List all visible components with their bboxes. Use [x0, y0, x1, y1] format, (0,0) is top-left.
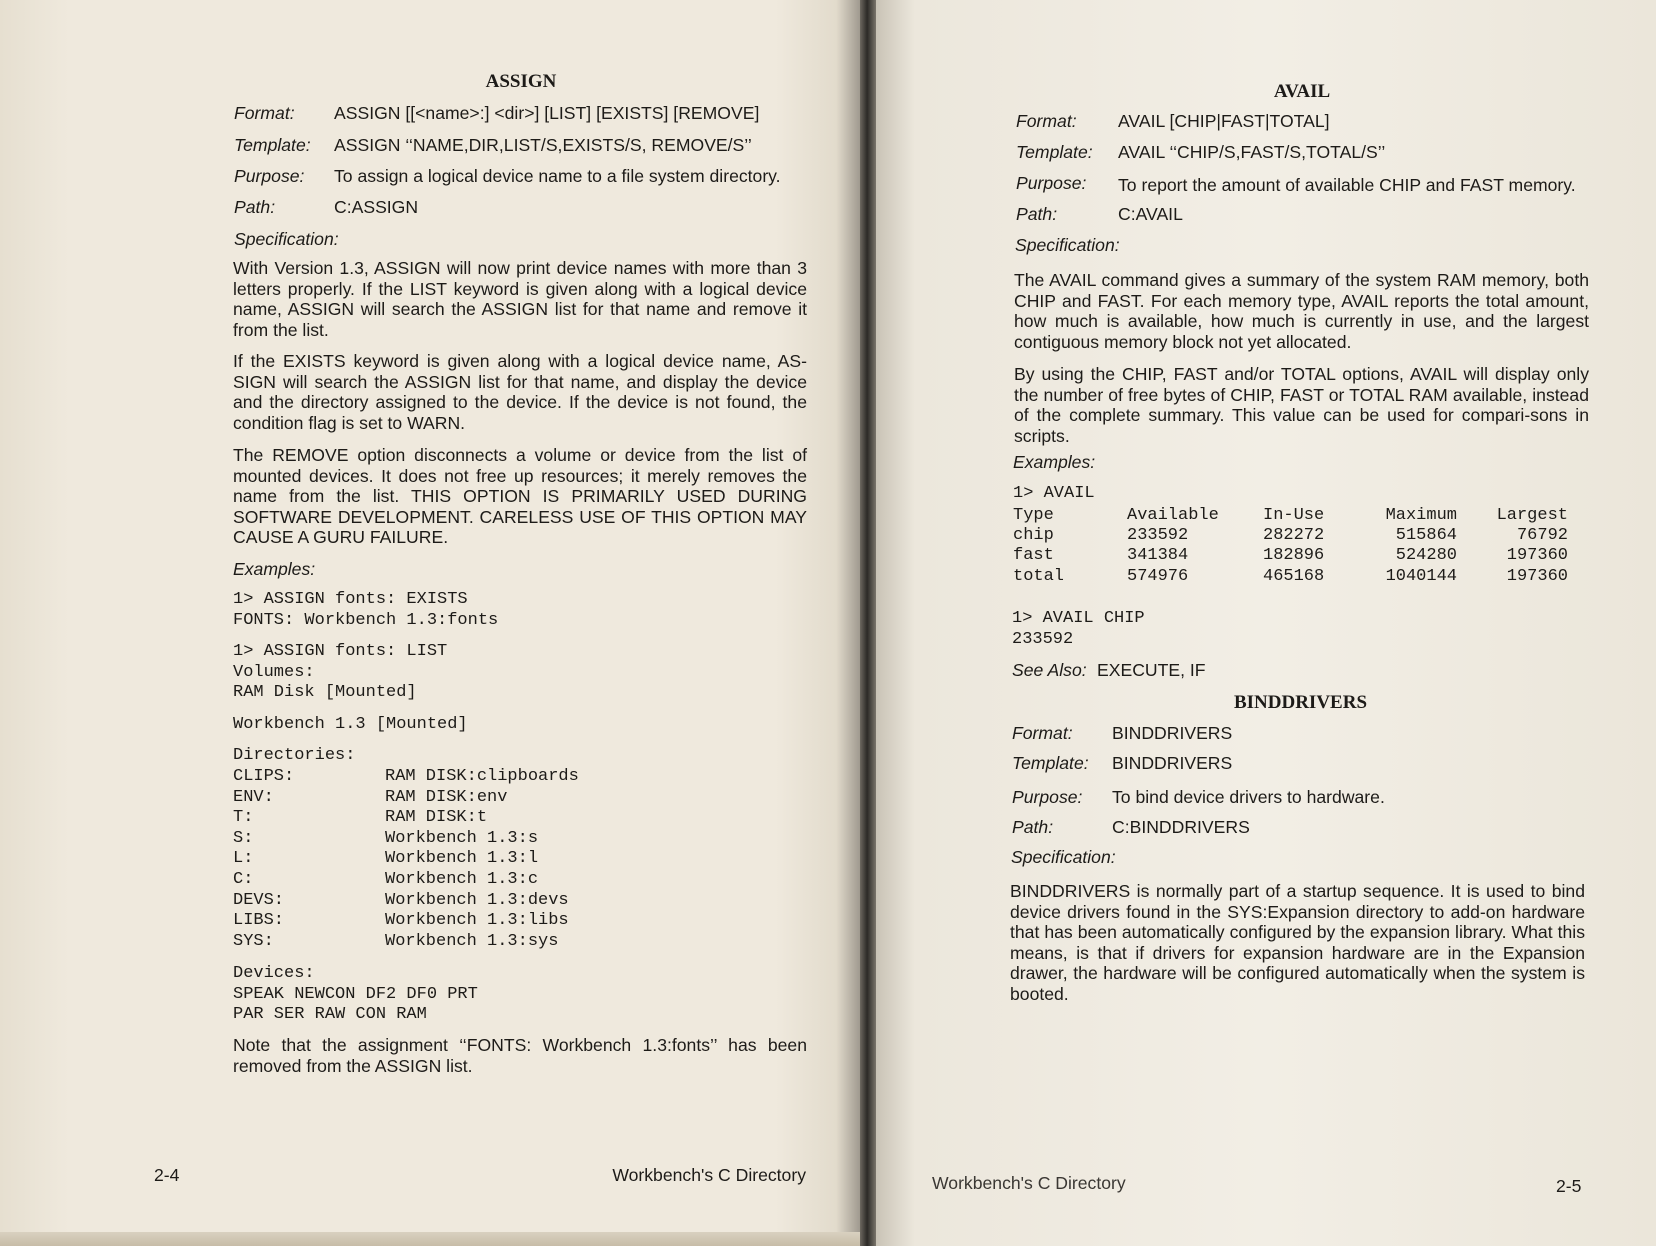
purpose-label: Purpose: — [1012, 787, 1083, 807]
spec-paragraph: The REMOVE option disconnects a volume or device from the list of mounted devices. It does not free up resources; it merely removes the name from the list. THIS OPTION IS PRIMARILY USED DURING SOFTWARE DEVELOPMENT. CARELESS USE OF THIS OPTION MAY CAUSE A GURU FAILURE. — [233, 445, 807, 548]
template-value: ASSIGN ‘‘NAME,DIR,LIST/S,EXISTS/S, REMOVE/S’’ — [334, 135, 752, 155]
directory-target: RAM DISK:clipboards — [385, 767, 579, 786]
directory-name: CLIPS: — [233, 767, 295, 786]
purpose-label: Purpose: — [1016, 173, 1087, 193]
table-header-cell: Maximum — [1385, 506, 1457, 525]
format-value: BINDDRIVERS — [1112, 723, 1233, 743]
page-number: 2-5 — [1556, 1176, 1582, 1196]
directory-target: RAM DISK:t — [385, 808, 488, 828]
code-example: 1> ASSIGN fonts: LIST Volumes: RAM Disk [Mounted] — [233, 642, 448, 703]
path-value: C:ASSIGN — [334, 197, 419, 217]
spec-paragraph: The AVAIL command gives a summary of the system RAM memory, both CHIP and FAST. For each memory type, AVAIL reports the total amount, how much is available, how much is currently in use, and the largest contiguous memory block not yet allocated. — [1014, 270, 1589, 352]
directory-target: Workbench 1.3:devs — [385, 890, 569, 910]
template-label: Template: — [1012, 753, 1089, 773]
template-label: Template: — [1016, 142, 1093, 162]
template-label: Template: — [234, 135, 311, 155]
path-label: Path: — [234, 197, 276, 217]
directory-target: Workbench 1.3:l — [385, 849, 539, 869]
table-header-cell: Available — [1127, 506, 1219, 525]
section-title-avail: AVAIL — [1273, 81, 1331, 102]
table-cell: 197360 — [1506, 566, 1568, 586]
template-value: AVAIL ‘‘CHIP/S,FAST/S,TOTAL/S’’ — [1118, 142, 1386, 162]
directory-target: Workbench 1.3:c — [385, 870, 539, 889]
specification-label: Specification: — [1011, 847, 1116, 867]
spec-paragraph: With Version 1.3, ASSIGN will now print device names with more than 3 letters properly. If the LIST keyword is given along with a logical device name, ASSIGN will search the ASSIGN list for that name and remove it from the list. — [233, 258, 807, 340]
directory-name: ENV: — [233, 787, 274, 807]
table-cell: 233592 — [1127, 526, 1189, 546]
table-cell: 1040144 — [1385, 566, 1457, 586]
purpose-label: Purpose: — [234, 166, 305, 186]
page-number: 2-4 — [154, 1165, 180, 1185]
template-value: BINDDRIVERS — [1112, 753, 1233, 773]
purpose-value: To bind device drivers to hardware. — [1112, 787, 1385, 807]
path-value: C:AVAIL — [1118, 204, 1183, 224]
spec-paragraph: If the EXISTS keyword is given along with a logical device name, AS-SIGN will search the ASSIGN list for that name, and display the device and the directory assigned to the device. If the device is not found, the condition flag is set to WARN. — [233, 351, 807, 433]
directory-name: C: — [233, 870, 254, 889]
format-value: ASSIGN [[<name>:] <dir>] [LIST] [EXISTS] [REMOVE] — [334, 103, 760, 123]
directory-name: LIBS: — [233, 911, 285, 931]
section-title-assign: ASSIGN — [485, 71, 557, 92]
running-title: Workbench's C Directory — [612, 1165, 806, 1185]
directories-label: Directories: — [233, 746, 356, 765]
code-example: 1> ASSIGN fonts: EXISTS FONTS: Workbench 1.3:fonts — [233, 590, 499, 630]
table-cell: 574976 — [1127, 566, 1189, 586]
specification-label: Specification: — [234, 229, 339, 249]
table-cell: chip — [1013, 526, 1054, 546]
specification-label: Specification: — [1015, 235, 1120, 255]
directory-name: T: — [233, 808, 254, 828]
examples-label: Examples: — [233, 559, 316, 579]
directory-name: L: — [233, 849, 254, 869]
see-also-label: See Also: — [1012, 660, 1087, 680]
code-example: Workbench 1.3 [Mounted] — [233, 715, 468, 734]
table-cell: 524280 — [1395, 546, 1457, 566]
book-spine — [860, 0, 876, 1246]
table-cell: 282272 — [1263, 526, 1325, 546]
spec-paragraph: BINDDRIVERS is normally part of a startup sequence. It is used to bind device drivers found in the SYS:Expansion directory to add-on hardware that has been automatically configured by the expansion library. What this means, is that if drivers for expansion hardware are in the Expansion drawer, the hardware will be configured automatically when the system is booted. — [1010, 881, 1585, 1004]
table-cell: 182896 — [1263, 546, 1325, 566]
table-cell: 465168 — [1263, 566, 1325, 586]
directory-target: Workbench 1.3:libs — [385, 911, 569, 931]
format-label: Format: — [1016, 111, 1077, 131]
table-cell: 197360 — [1506, 546, 1568, 566]
format-label: Format: — [234, 103, 295, 123]
purpose-value: To assign a logical device name to a file system directory. — [334, 166, 781, 186]
table-header-cell: Largest — [1496, 506, 1568, 525]
note-paragraph: Note that the assignment ‘‘FONTS: Workbench 1.3:fonts’’ has been removed from the ASSIGN list. — [233, 1035, 807, 1076]
table-cell: 515864 — [1395, 526, 1457, 546]
table-cell: fast — [1013, 546, 1054, 566]
section-title-binddrivers: BINDDRIVERS — [1233, 692, 1368, 713]
path-label: Path: — [1016, 204, 1058, 224]
directory-target: Workbench 1.3:sys — [385, 931, 559, 951]
path-label: Path: — [1012, 817, 1054, 837]
format-value: AVAIL [CHIP|FAST|TOTAL] — [1118, 111, 1330, 131]
see-also-value: EXECUTE, IF — [1097, 660, 1206, 680]
directory-name: SYS: — [233, 931, 274, 951]
directory-target: RAM DISK:env — [385, 787, 508, 807]
examples-label: Examples: — [1013, 452, 1096, 472]
code-command: 1> AVAIL — [1013, 484, 1095, 503]
code-command: 1> AVAIL CHIP 233592 — [1012, 609, 1145, 649]
table-header-cell: Type — [1013, 506, 1054, 525]
table-cell: total — [1013, 566, 1065, 586]
running-title: Workbench's C Directory — [932, 1173, 1126, 1193]
directory-name: DEVS: — [233, 890, 285, 910]
spec-paragraph: By using the CHIP, FAST and/or TOTAL options, AVAIL will display only the number of free bytes of CHIP, FAST or TOTAL RAM available, instead of the complete summary. This value can be used for compari-sons in scripts. — [1014, 364, 1589, 446]
purpose-value: To report the amount of available CHIP and FAST memory. — [1118, 175, 1576, 195]
devices-list: Devices: SPEAK NEWCON DF2 DF0 PRT PAR SER RAW CON RAM — [233, 964, 478, 1025]
table-header-cell: In-Use — [1263, 506, 1325, 525]
directory-target: Workbench 1.3:s — [385, 828, 539, 848]
page-bottom-edge — [0, 1232, 862, 1246]
table-cell: 76792 — [1516, 526, 1568, 546]
table-cell: 341384 — [1127, 546, 1189, 566]
directory-name: S: — [233, 828, 254, 848]
format-label: Format: — [1012, 723, 1073, 743]
path-value: C:BINDDRIVERS — [1112, 817, 1250, 837]
